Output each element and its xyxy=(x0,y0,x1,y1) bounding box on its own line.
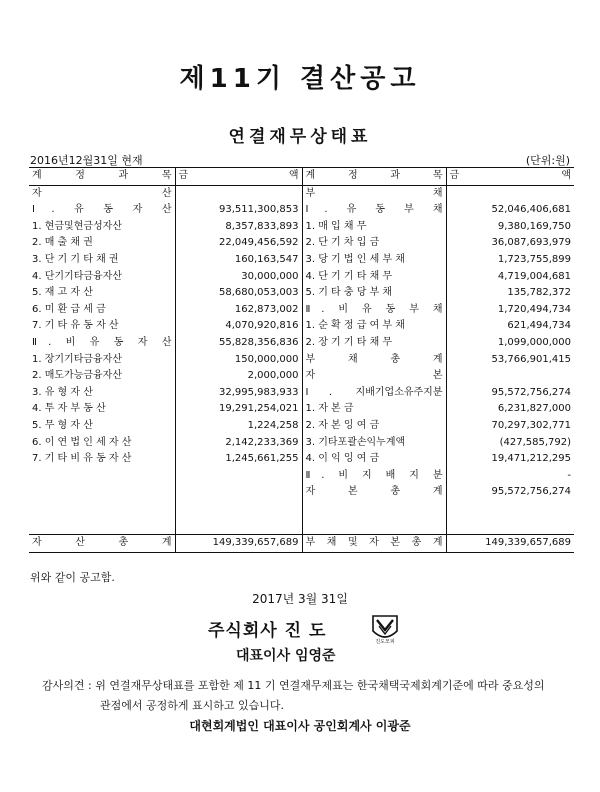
table-row xyxy=(29,451,574,468)
table-row xyxy=(29,517,574,534)
liability-account xyxy=(302,517,446,534)
asset-account: 1. 현금및현금성자산 xyxy=(32,220,122,232)
table-row xyxy=(29,202,574,219)
liability-account: 1. 순 확 정 급 여 부 채 xyxy=(302,318,446,335)
liability-amount: 6,231,827,000 xyxy=(446,401,574,418)
liability-account: 자 본 xyxy=(302,368,446,385)
liability-amount xyxy=(446,501,574,518)
liability-account: 1. 매 입 채 무 xyxy=(302,219,446,236)
header-amount-unit: 액 xyxy=(561,170,571,181)
asset-amount: 4,070,920,816 xyxy=(175,318,302,335)
liability-amount: 1,720,494,734 xyxy=(446,302,574,319)
asset-account: 7. 기 타 비 유 동 자 산 xyxy=(32,453,132,465)
table-row xyxy=(29,385,574,402)
auditor-signature: 대현회계법인 대표이사 공인회계사 이광준 xyxy=(189,719,411,733)
footnote: 위와 같이 공고함. xyxy=(30,571,115,584)
liability-account: 부 채 총 계 xyxy=(302,352,446,369)
asset-amount: 93,511,300,853 xyxy=(175,202,302,219)
total-liab-equity-label: 부 채 및 자 본 총 계 xyxy=(302,535,446,553)
asset-account: 3. 유 형 자 산 xyxy=(32,386,93,398)
liability-amount: 4,719,004,681 xyxy=(446,269,574,286)
header-account-right: 계 정 과 목 xyxy=(302,168,446,186)
ceo-name: 대표이사 임영준 xyxy=(236,648,336,664)
liability-amount: 1,099,000,000 xyxy=(446,335,574,352)
header-account-left: 계 정 과 목 xyxy=(29,168,175,186)
asset-account xyxy=(29,501,175,518)
table-row xyxy=(29,368,574,385)
liability-amount xyxy=(446,517,574,534)
table-row xyxy=(29,302,574,319)
table-row xyxy=(29,401,574,418)
asset-account: 1. 장기기타금융자산 xyxy=(32,353,122,365)
audit-label: 감사의견 : xyxy=(42,679,96,692)
liability-account: 부 채 xyxy=(302,185,446,202)
asset-amount: 150,000,000 xyxy=(175,352,302,369)
asset-amount: 30,000,000 xyxy=(175,269,302,286)
liability-account: 3. 기타포괄손익누계액 xyxy=(302,435,446,452)
asset-account: 4. 단기기타금융자산 xyxy=(32,270,122,282)
header-amount-right xyxy=(446,168,574,186)
asset-account: 6. 이 연 법 인 세 자 산 xyxy=(32,436,132,448)
svg-text:진도모피: 진도모피 xyxy=(375,639,395,645)
asset-account xyxy=(29,484,175,501)
asset-amount: 55,828,356,836 xyxy=(175,335,302,352)
asset-amount: 2,000,000 xyxy=(175,368,302,385)
asset-account: 3. 단 기 기 타 채 권 xyxy=(32,253,119,265)
asset-amount xyxy=(175,185,302,202)
total-liab-equity-amount: 149,339,657,689 xyxy=(446,535,574,553)
table-row xyxy=(29,484,574,501)
liability-account: Ⅱ. 비 지 배 지 분 xyxy=(302,468,446,485)
liability-account: Ⅱ. 비 유 동 부 채 xyxy=(302,302,446,319)
asset-amount: 32,995,983,933 xyxy=(175,385,302,402)
company-logo-icon xyxy=(371,613,399,645)
liability-amount: 19,471,212,295 xyxy=(446,451,574,468)
table-row xyxy=(29,418,574,435)
asset-amount xyxy=(175,501,302,518)
asset-account: 5. 무 형 자 산 xyxy=(32,419,93,431)
liability-amount: 621,494,734 xyxy=(446,318,574,335)
liability-account: Ⅰ. 지배기업소유주지분 xyxy=(302,385,446,402)
header-amount-label: 금 xyxy=(178,170,189,181)
liability-amount: 1,723,755,899 xyxy=(446,252,574,269)
audit-line-1 xyxy=(42,676,572,696)
table-row xyxy=(29,501,574,518)
asset-account: 자 산 xyxy=(32,187,172,199)
table-row xyxy=(29,352,574,369)
unit-label: (단위:원) xyxy=(525,154,570,167)
asset-amount xyxy=(175,484,302,501)
asset-account: 7. 기 타 유 동 자 산 xyxy=(32,320,119,332)
table-row xyxy=(29,335,574,352)
asset-amount: 160,163,547 xyxy=(175,252,302,269)
asset-account: 2. 매도가능금융자산 xyxy=(32,370,122,382)
asset-account: Ⅰ. 유 동 자 산 xyxy=(32,204,172,216)
table-row xyxy=(29,219,574,236)
liability-account: 4. 단 기 기 타 채 무 xyxy=(302,269,446,286)
liability-account: 5. 기 타 충 당 부 채 xyxy=(302,285,446,302)
liability-account: Ⅰ. 유 동 부 채 xyxy=(302,202,446,219)
total-assets-amount: 149,339,657,689 xyxy=(175,535,302,553)
liability-account: 2. 단 기 차 입 금 xyxy=(302,235,446,252)
notice-title: 제11기 결산공고 xyxy=(179,64,421,94)
audit-line-2: 관점에서 공정하게 표시하고 있습니다. xyxy=(100,699,285,712)
liability-account: 1. 자 본 금 xyxy=(302,401,446,418)
table-row xyxy=(29,252,574,269)
header-amount-unit: 액 xyxy=(288,170,299,181)
liability-account xyxy=(302,501,446,518)
liability-account: 자 본 총 계 xyxy=(302,484,446,501)
asset-account: 2. 매 출 채 권 xyxy=(32,237,93,249)
liability-amount: 135,782,372 xyxy=(446,285,574,302)
audit-opinion xyxy=(42,676,572,716)
asset-amount: 58,680,053,003 xyxy=(175,285,302,302)
table-row xyxy=(29,435,574,452)
liability-amount: 70,297,302,771 xyxy=(446,418,574,435)
liability-amount: 53,766,901,415 xyxy=(446,352,574,369)
audit-text-1: 위 연결재무상태표를 포함한 제 11 기 연결재무제표는 한국채택국제회계기준에 따라 중요성의 xyxy=(95,679,545,692)
liability-amount: 95,572,756,274 xyxy=(446,385,574,402)
liability-account: 3. 당 기 법 인 세 부 채 xyxy=(302,252,446,269)
header-amount-left xyxy=(175,168,302,186)
table-row xyxy=(29,269,574,286)
asset-account xyxy=(29,517,175,534)
asset-amount xyxy=(175,517,302,534)
table-row xyxy=(29,235,574,252)
asset-amount: 1,224,258 xyxy=(175,418,302,435)
as-of-date: 2016년12월31일 현재 xyxy=(30,154,143,167)
table-row xyxy=(29,285,574,302)
liability-account: 4. 이 익 잉 여 금 xyxy=(302,451,446,468)
header-amount-label: 금 xyxy=(449,170,460,181)
totals-row xyxy=(29,535,574,553)
publication-date: 2017년 3월 31일 xyxy=(252,592,348,606)
company-name: 주식회사 진 도 xyxy=(208,621,327,641)
liability-amount: (427,585,792) xyxy=(446,435,574,452)
asset-amount: 2,142,233,369 xyxy=(175,435,302,452)
liability-account: 2. 장 기 기 타 채 무 xyxy=(302,335,446,352)
asset-amount: 1,245,661,255 xyxy=(175,451,302,468)
asset-amount: 162,873,002 xyxy=(175,302,302,319)
total-assets-label: 자 산 총 계 xyxy=(29,535,175,553)
liability-amount: 52,046,406,681 xyxy=(446,202,574,219)
liability-amount xyxy=(446,185,574,202)
table-row xyxy=(29,318,574,335)
asset-amount: 8,357,833,893 xyxy=(175,219,302,236)
statement-title: 연결재무상태표 xyxy=(228,127,372,147)
liability-account: 2. 자 본 잉 여 금 xyxy=(302,418,446,435)
asset-amount: 19,291,254,021 xyxy=(175,401,302,418)
asset-amount xyxy=(175,468,302,485)
table-row xyxy=(29,468,574,485)
table-header-row xyxy=(29,168,574,186)
asset-account: 5. 재 고 자 산 xyxy=(32,287,93,299)
balance-sheet-table xyxy=(29,167,574,553)
liability-amount: 9,380,169,750 xyxy=(446,219,574,236)
liability-amount: 36,087,693,979 xyxy=(446,235,574,252)
asset-account: Ⅱ. 비 유 동 자 산 xyxy=(32,336,172,348)
asset-account: 6. 미 환 급 세 금 xyxy=(32,303,106,315)
liability-amount xyxy=(446,368,574,385)
liability-amount: - xyxy=(446,468,574,485)
asset-account xyxy=(29,468,175,485)
liability-amount: 95,572,756,274 xyxy=(446,484,574,501)
asset-account: 4. 투 자 부 동 산 xyxy=(32,403,106,415)
asset-amount: 22,049,456,592 xyxy=(175,235,302,252)
table-row xyxy=(29,185,574,202)
